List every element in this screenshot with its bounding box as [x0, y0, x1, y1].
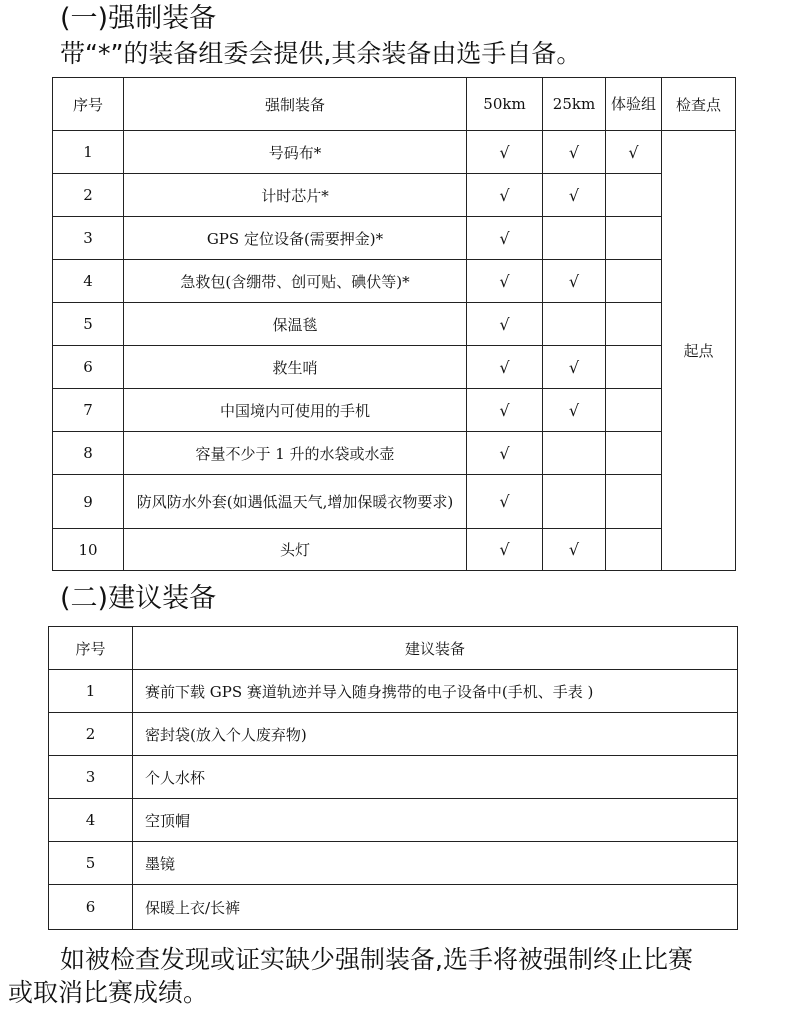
row-no: 6 [53, 346, 124, 389]
recommended-equipment-table [48, 626, 738, 930]
col-header-item: 强制装备 [124, 78, 467, 131]
row-no: 5 [53, 303, 124, 346]
col-header-checkpoint: 检查点 [662, 78, 736, 131]
check-50km: √ [467, 174, 543, 217]
check-trial [606, 389, 662, 432]
col-header-no: 序号 [49, 627, 133, 670]
footer-line-1: 如被检查发现或证实缺少强制装备,选手将被强制终止比赛 [60, 945, 693, 974]
table-row [53, 174, 736, 217]
col-header-item: 建议装备 [133, 627, 738, 670]
row-no: 5 [49, 842, 133, 885]
row-item: 中国境内可使用的手机 [124, 389, 467, 432]
table-row [53, 131, 736, 174]
row-no: 6 [49, 885, 133, 930]
row-item: 保温毯 [124, 303, 467, 346]
row-item: 密封袋(放入个人废弃物) [133, 713, 738, 756]
table-row [49, 842, 738, 885]
check-50km: √ [467, 260, 543, 303]
check-25km: √ [543, 131, 606, 174]
row-item: 头灯 [124, 529, 467, 571]
row-no: 4 [53, 260, 124, 303]
check-25km: √ [543, 529, 606, 571]
section1-note: 带“*”的装备组委会提供,其余装备由选手自备。 [60, 39, 582, 68]
footer-line-2: 或取消比赛成绩。 [8, 978, 209, 1007]
col-header-trial: 体验组 [606, 78, 662, 131]
table-header-row [53, 78, 736, 131]
col-header-25km: 25km [543, 78, 606, 131]
row-no: 2 [53, 174, 124, 217]
check-trial [606, 303, 662, 346]
check-50km: √ [467, 217, 543, 260]
row-item: 防风防水外套(如遇低温天气,增加保暖衣物要求) [124, 475, 467, 529]
row-item: 号码布* [124, 131, 467, 174]
row-item: 空顶帽 [133, 799, 738, 842]
row-no: 8 [53, 432, 124, 475]
check-trial [606, 174, 662, 217]
mandatory-equipment-table [52, 77, 736, 571]
check-25km: √ [543, 389, 606, 432]
row-no: 1 [49, 670, 133, 713]
check-50km: √ [467, 529, 543, 571]
row-item: 计时芯片* [124, 174, 467, 217]
table-row [53, 303, 736, 346]
check-50km: √ [467, 475, 543, 529]
row-item: 墨镜 [133, 842, 738, 885]
check-trial: √ [606, 131, 662, 174]
check-trial [606, 346, 662, 389]
check-25km: √ [543, 260, 606, 303]
check-trial [606, 432, 662, 475]
check-25km: √ [543, 174, 606, 217]
row-no: 7 [53, 389, 124, 432]
row-no: 3 [49, 756, 133, 799]
check-50km: √ [467, 303, 543, 346]
check-25km: √ [543, 346, 606, 389]
table-row [53, 346, 736, 389]
row-item: 赛前下载 GPS 赛道轨迹并导入随身携带的电子设备中(手机、手表 ) [133, 670, 738, 713]
col-header-no: 序号 [53, 78, 124, 131]
row-item: 急救包(含绷带、创可贴、碘伏等)* [124, 260, 467, 303]
table-row [49, 756, 738, 799]
row-no: 9 [53, 475, 124, 529]
table-row [53, 217, 736, 260]
table-row [53, 432, 736, 475]
check-25km [543, 303, 606, 346]
row-no: 4 [49, 799, 133, 842]
table-row [53, 475, 736, 529]
table-row [53, 389, 736, 432]
check-trial [606, 529, 662, 571]
check-25km [543, 432, 606, 475]
row-item: 容量不少于 1 升的水袋或水壶 [124, 432, 467, 475]
check-25km [543, 217, 606, 260]
check-trial [606, 475, 662, 529]
check-50km: √ [467, 389, 543, 432]
check-trial [606, 260, 662, 303]
table-row [53, 260, 736, 303]
table-header-row [49, 627, 738, 670]
table-row [53, 529, 736, 571]
section1-title: (一)强制装备 [60, 3, 217, 34]
row-item: GPS 定位设备(需要押金)* [124, 217, 467, 260]
table-row [49, 713, 738, 756]
table-row [49, 885, 738, 930]
check-50km: √ [467, 346, 543, 389]
section2-title: (二)建议装备 [60, 583, 217, 614]
row-no: 10 [53, 529, 124, 571]
table-row [49, 799, 738, 842]
row-no: 3 [53, 217, 124, 260]
row-item: 保暖上衣/长裤 [133, 885, 738, 930]
check-50km: √ [467, 432, 543, 475]
row-no: 1 [53, 131, 124, 174]
row-no: 2 [49, 713, 133, 756]
col-header-50km: 50km [467, 78, 543, 131]
row-item: 个人水杯 [133, 756, 738, 799]
table-row [49, 670, 738, 713]
check-50km: √ [467, 131, 543, 174]
checkpoint-cell: 起点 [662, 131, 736, 571]
row-item: 救生哨 [124, 346, 467, 389]
check-25km [543, 475, 606, 529]
check-trial [606, 217, 662, 260]
